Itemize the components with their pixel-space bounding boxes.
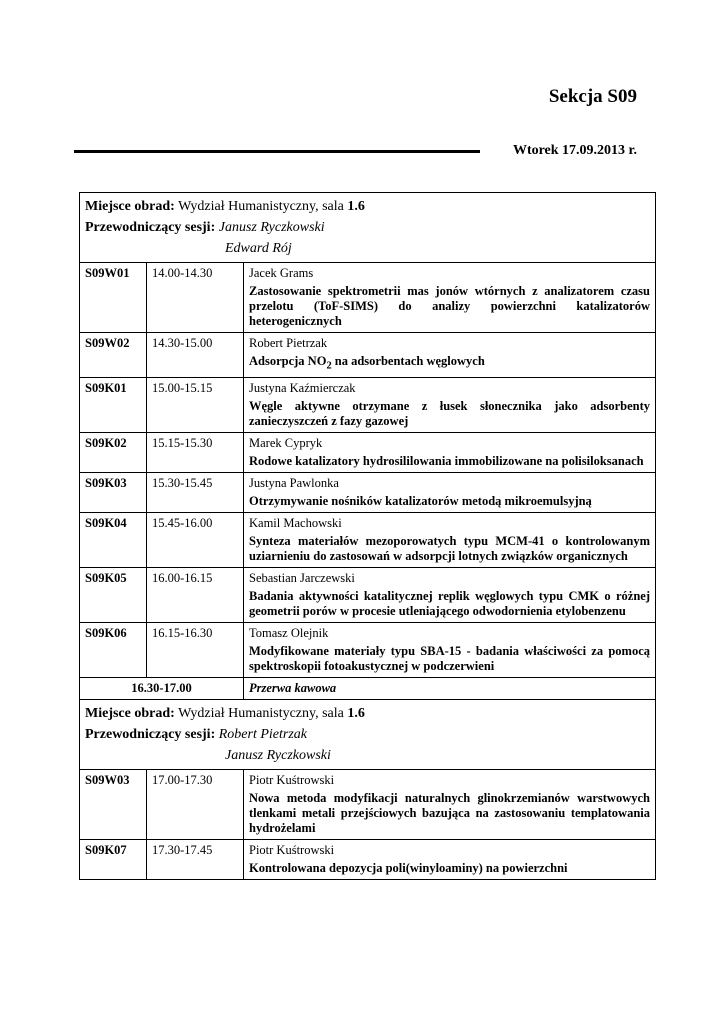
talk-details (244, 839, 656, 879)
talk-title: Zastosowanie spektrometrii mas jonów wtórnych z analizatorem czasu przelotu (ToF-SIMS) do analizy powierzchni katalizatorów heterogenicznych (249, 284, 650, 328)
table-row (80, 567, 656, 622)
talk-details (244, 432, 656, 472)
talk-details (244, 622, 656, 677)
table-row (80, 622, 656, 677)
talk-title: Węgle aktywne otrzymane z łusek słonecznika jako adsorbenty zanieczyszczeń z fazy gazowej (249, 398, 650, 428)
talk-code: S09K03 (80, 472, 147, 512)
session-chairs: Przewodniczący sesji: Robert Pietrzak Janusz Ryczkowski (85, 724, 650, 766)
table-row (80, 377, 656, 432)
talk-time: 14.30-15.00 (147, 333, 244, 378)
speaker-name: Justyna Pawlonka (249, 475, 339, 490)
table-row (80, 839, 656, 879)
talk-title: Rodowe katalizatory hydrosililowania immobilizowane na polisiloksanach (249, 453, 644, 468)
talk-time: 16.00-16.15 (147, 567, 244, 622)
session-header (80, 193, 656, 263)
break-label: Przerwa kawowa (244, 677, 656, 699)
session-place: Miejsce obrad: Wydział Humanistyczny, sala 1.6 (85, 199, 365, 214)
table-row (80, 769, 656, 839)
talk-title: Adsorpcja $NO_2$ na adsorbentach węglowych (249, 354, 485, 372)
talk-code: S09K05 (80, 567, 147, 622)
talk-code: S09K06 (80, 622, 147, 677)
talk-code: S09W01 (80, 263, 147, 333)
talk-details (244, 567, 656, 622)
chair-name: Edward Rój (225, 241, 292, 256)
talk-title: Synteza materiałów mezoporowatych typu MCM-41 o kontrolowanym uziarnieniu do zastosowań w adsorpcji lotnych związków organicznych (249, 533, 650, 563)
talk-time: 17.30-17.45 (147, 839, 244, 879)
speaker-name: Tomasz Olejnik (249, 625, 329, 640)
talk-details (244, 769, 656, 839)
table-row (80, 432, 656, 472)
talk-title: Badania aktywności katalitycznej replik węglowych typu CMK o różnej geometrii porów w procesie utleniającego odwodornienia etylobenzenu (249, 588, 650, 618)
talk-title: Kontrolowana depozycja poli(winyloaminy) na powierzchni (249, 860, 568, 875)
talk-details (244, 512, 656, 567)
speaker-name: Kamil Machowski (249, 515, 342, 530)
table-row (80, 472, 656, 512)
talk-details (244, 263, 656, 333)
talk-details (244, 377, 656, 432)
table-row (80, 263, 656, 333)
speaker-name: Piotr Kuśtrowski (249, 842, 335, 857)
speaker-name: Robert Pietrzak (249, 336, 328, 350)
session-date: Wtorek 17.09.2013 r. (512, 143, 637, 158)
program-table (79, 192, 656, 880)
talk-details (244, 472, 656, 512)
talk-time: 15.30-15.45 (147, 472, 244, 512)
talk-time: 17.00-17.30 (147, 769, 244, 839)
talk-time: 16.15-16.30 (147, 622, 244, 677)
talk-code: S09W02 (80, 333, 147, 378)
talk-code: S09K02 (80, 432, 147, 472)
talk-title: Otrzymywanie nośników katalizatorów metodą mikroemulsyjną (249, 493, 592, 508)
header-rule (74, 150, 480, 153)
talk-time: 15.45-16.00 (147, 512, 244, 567)
talk-code: S09K04 (80, 512, 147, 567)
talk-time: 14.00-14.30 (147, 263, 244, 333)
session-place: Miejsce obrad: Wydział Humanistyczny, sala 1.6 (85, 705, 365, 721)
talk-time: 15.15-15.30 (147, 432, 244, 472)
table-row (80, 333, 656, 378)
break-time: 16.30-17.00 (80, 677, 244, 699)
chair-name: Robert Pietrzak (218, 726, 307, 742)
chair-name: Janusz Ryczkowski (225, 747, 331, 763)
talk-code: S09W03 (80, 769, 147, 839)
break-row (80, 677, 656, 699)
chair-name: Janusz Ryczkowski (218, 220, 325, 235)
talk-code: S09K07 (80, 839, 147, 879)
speaker-name: Sebastian Jarczewski (249, 570, 355, 585)
talk-title: Nowa metoda modyfikacji naturalnych glinokrzemianów warstwowych tlenkami metali przejściowych bazująca na zastosowaniu templatowania hydrożelami (249, 790, 650, 835)
speaker-name: Jacek Grams (249, 266, 314, 280)
session-chairs: Przewodniczący sesji: Janusz Ryczkowski Edward Rój (85, 217, 650, 259)
talk-code: S09K01 (80, 377, 147, 432)
speaker-name: Marek Cypryk (249, 435, 323, 450)
talk-title: Modyfikowane materiały typu SBA-15 - badania właściwości za pomocą spektroskopii fotoakustycznej w podczerwieni (249, 643, 650, 673)
table-row (80, 512, 656, 567)
talk-details (244, 333, 656, 378)
speaker-name: Piotr Kuśtrowski (249, 772, 335, 787)
talk-time: 15.00-15.15 (147, 377, 244, 432)
speaker-name: Justyna Kaźmierczak (249, 380, 356, 395)
section-title: Sekcja S09 (548, 86, 637, 107)
session-header (80, 699, 656, 769)
